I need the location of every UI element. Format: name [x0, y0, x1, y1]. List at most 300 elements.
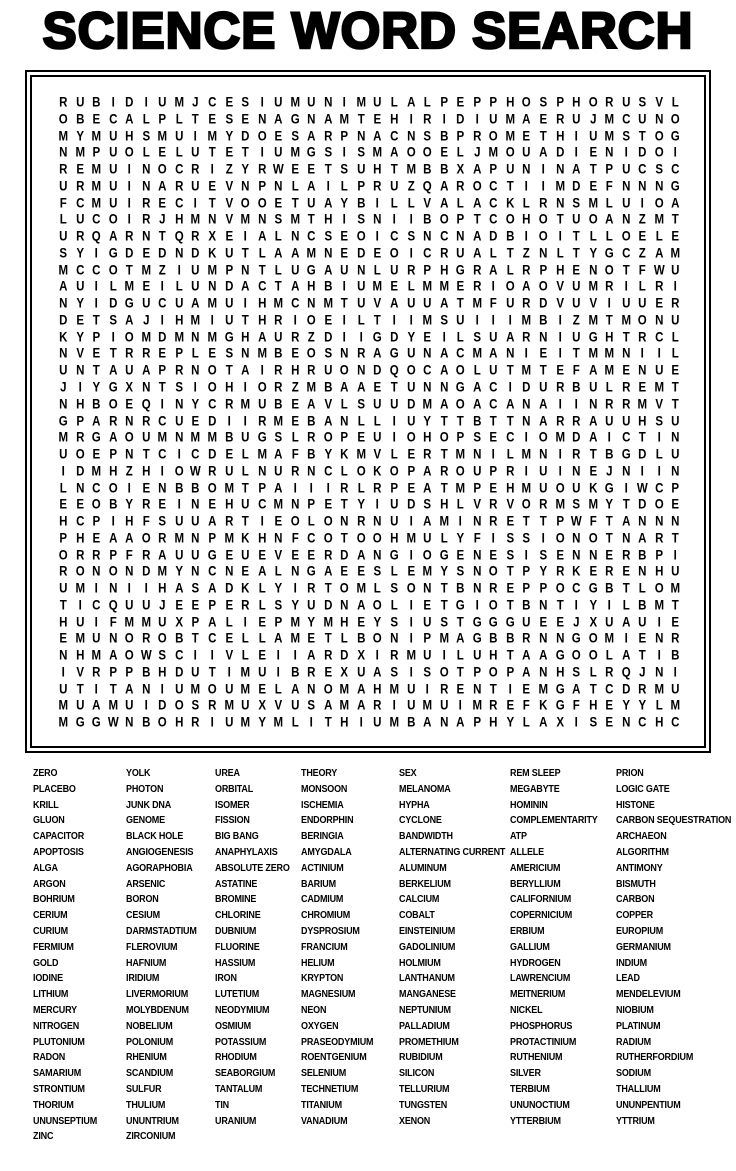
grid-letter: B: [108, 496, 118, 512]
grid-letter: G: [555, 681, 565, 697]
word-list-item: URANIUM: [215, 1115, 257, 1127]
grid-letter: A: [158, 547, 167, 563]
word-list-item: MENDELEVIUM: [616, 989, 681, 1001]
grid-letter: L: [556, 245, 564, 261]
grid-letter: U: [125, 362, 134, 378]
grid-letter: M: [273, 714, 284, 730]
word-list-item: RHODIUM: [215, 1052, 257, 1064]
grid-letter: J: [606, 463, 613, 479]
page-title: SCIENCE WORD SEARCH: [42, 2, 694, 59]
grid-letter: E: [539, 614, 548, 630]
grid-letter: E: [224, 630, 233, 647]
grid-letter: M: [588, 496, 598, 512]
grid-letter: A: [274, 111, 283, 127]
grid-letter: I: [657, 345, 661, 362]
grid-letter: L: [457, 195, 465, 211]
grid-letter: R: [472, 262, 482, 278]
grid-letter: P: [671, 480, 680, 496]
grid-letter: N: [158, 480, 167, 496]
grid-letter: A: [472, 379, 482, 395]
grid-letter: T: [341, 530, 349, 546]
grid-letter: A: [472, 228, 482, 244]
grid-letter: D: [522, 379, 531, 395]
grid-letter: S: [572, 496, 581, 512]
word-list-item: ARCHAEON: [616, 831, 667, 843]
word-list-item: LANTHANUM: [399, 973, 455, 985]
grid-letter: H: [75, 530, 84, 546]
grid-letter: I: [243, 614, 247, 630]
grid-letter: L: [374, 413, 382, 429]
grid-letter: H: [439, 262, 449, 278]
grid-letter: I: [227, 664, 231, 680]
grid-letter: M: [654, 211, 664, 227]
grid-letter: N: [92, 563, 101, 580]
grid-letter: W: [273, 161, 284, 177]
grid-letter: N: [59, 647, 68, 663]
grid-letter: X: [125, 379, 134, 395]
grid-letter: L: [423, 94, 431, 110]
grid-letter: O: [422, 144, 432, 160]
grid-letter: O: [505, 144, 515, 160]
grid-letter: U: [489, 362, 498, 378]
grid-letter: T: [639, 128, 647, 144]
grid-letter: E: [556, 362, 564, 378]
grid-letter: P: [125, 664, 134, 680]
grid-letter: A: [522, 647, 531, 663]
grid-letter: A: [257, 563, 267, 580]
grid-letter: A: [307, 647, 316, 663]
grid-letter: Y: [324, 446, 332, 462]
grid-letter: S: [572, 664, 581, 680]
word-list-item: ANTIMONY: [616, 862, 663, 874]
grid-letter: H: [555, 664, 564, 680]
grid-letter: A: [340, 379, 349, 395]
grid-letter: M: [157, 128, 168, 144]
word-list-item: SEABORGIUM: [215, 1068, 276, 1080]
grid-letter: T: [109, 345, 117, 362]
grid-letter: U: [274, 94, 283, 110]
grid-letter: N: [357, 362, 366, 378]
grid-letter: G: [439, 547, 449, 563]
word-list-item: COBALT: [399, 910, 435, 922]
grid-letter: I: [376, 195, 380, 211]
word-list-column: [510, 766, 607, 1129]
grid-letter: E: [75, 496, 84, 512]
grid-letter: R: [655, 530, 664, 546]
grid-letter: A: [323, 195, 333, 211]
grid-letter: U: [572, 111, 581, 127]
grid-letter: T: [457, 295, 465, 311]
grid-letter: E: [671, 228, 680, 244]
grid-letter: E: [224, 228, 233, 244]
grid-letter: I: [127, 580, 132, 596]
word-list: [0, 766, 736, 1156]
grid-letter: B: [191, 480, 200, 496]
grid-letter: T: [92, 312, 100, 328]
word-list-item: BERYLLIUM: [510, 878, 561, 890]
grid-letter: P: [258, 178, 266, 194]
grid-letter: R: [340, 480, 349, 496]
grid-letter: M: [488, 144, 499, 160]
grid-letter: R: [75, 178, 84, 194]
word-list-item: HYDROGEN: [510, 957, 561, 969]
grid-letter: E: [274, 195, 283, 211]
grid-letter: U: [638, 614, 647, 630]
grid-letter: H: [489, 647, 498, 663]
grid-letter: C: [158, 413, 167, 429]
grid-letter: B: [456, 580, 465, 596]
word-list-item: POTASSIUM: [215, 1036, 267, 1048]
grid-letter: O: [108, 396, 118, 412]
word-list-item: SAMARIUM: [33, 1068, 82, 1080]
grid-letter: L: [672, 329, 680, 345]
grid-letter: U: [274, 144, 283, 160]
word-list-item: BOHRIUM: [33, 894, 75, 906]
grid-letter: S: [539, 94, 548, 110]
grid-letter: U: [588, 128, 598, 144]
grid-letter: R: [158, 530, 167, 546]
grid-letter: E: [324, 496, 332, 512]
grid-letter: H: [390, 530, 399, 546]
grid-letter: I: [657, 647, 661, 663]
grid-letter: M: [670, 245, 681, 261]
word-list-item: YTTRIUM: [616, 1115, 655, 1127]
grid-letter: I: [160, 681, 165, 697]
grid-letter: T: [556, 211, 564, 227]
grid-letter: L: [308, 513, 316, 529]
grid-letter: S: [59, 245, 68, 261]
grid-letter: W: [637, 480, 649, 496]
grid-letter: N: [307, 111, 316, 127]
grid-letter: H: [224, 379, 233, 395]
grid-letter: Y: [258, 714, 266, 730]
grid-letter: R: [59, 563, 68, 580]
word-list-item: ALLELE: [510, 846, 544, 858]
grid-letter: E: [357, 429, 366, 445]
grid-letter: A: [539, 647, 548, 663]
grid-letter: R: [75, 547, 84, 563]
grid-letter: I: [657, 429, 661, 445]
grid-letter: U: [191, 664, 200, 680]
grid-letter: U: [423, 295, 432, 311]
grid-letter: V: [589, 295, 597, 311]
word-list-item: PLATINUM: [616, 1020, 661, 1032]
grid-letter: M: [654, 379, 664, 395]
grid-letter: S: [324, 144, 332, 160]
word-list-item: ACTINIUM: [301, 862, 344, 874]
grid-letter: V: [224, 211, 233, 227]
grid-letter: N: [439, 379, 449, 395]
grid-letter: I: [94, 580, 98, 596]
grid-letter: R: [522, 295, 531, 311]
grid-letter: A: [423, 480, 432, 496]
word-list-item: MOLYBDENUM: [126, 1004, 189, 1016]
grid-letter: U: [671, 413, 680, 429]
grid-letter: T: [589, 161, 597, 177]
grid-letter: N: [241, 262, 250, 278]
grid-letter: B: [141, 714, 151, 730]
grid-letter: O: [307, 312, 317, 328]
grid-letter: I: [541, 161, 545, 177]
grid-letter: I: [475, 111, 479, 127]
grid-letter: S: [423, 664, 432, 680]
grid-letter: C: [92, 597, 101, 613]
grid-letter: I: [657, 463, 661, 479]
grid-letter: N: [59, 144, 68, 160]
grid-letter: S: [522, 530, 531, 546]
grid-letter: E: [340, 245, 349, 261]
grid-letter: M: [240, 664, 251, 680]
word-list-item: RUBIDIUM: [399, 1052, 443, 1064]
grid-letter: I: [61, 664, 65, 680]
grid-letter: K: [539, 698, 548, 714]
word-list-item: HOMININ: [510, 799, 548, 811]
grid-letter: I: [293, 647, 297, 663]
grid-letter: T: [605, 312, 614, 328]
grid-letter: P: [92, 144, 101, 160]
grid-letter: N: [141, 228, 151, 244]
grid-letter: O: [290, 513, 300, 529]
grid-letter: T: [159, 379, 167, 395]
grid-letter: R: [671, 630, 680, 647]
grid-letter: I: [144, 580, 148, 596]
grid-letter: T: [506, 597, 514, 613]
grid-letter: E: [142, 245, 150, 261]
grid-letter: A: [191, 295, 200, 311]
grid-letter: M: [290, 211, 300, 227]
grid-letter: U: [439, 698, 449, 714]
grid-letter: O: [555, 580, 565, 596]
grid-letter: Y: [605, 496, 614, 512]
grid-letter: A: [439, 178, 449, 194]
grid-letter: A: [357, 681, 366, 697]
grid-letter: U: [406, 681, 416, 697]
grid-letter: M: [439, 513, 449, 529]
grid-letter: N: [539, 245, 548, 261]
grid-letter: U: [373, 94, 382, 110]
word-list-item: PHOSPHORUS: [510, 1020, 573, 1032]
grid-letter: T: [506, 362, 514, 378]
grid-letter: I: [640, 195, 645, 211]
grid-letter: O: [555, 480, 565, 496]
word-list-item: COPPER: [616, 910, 653, 922]
grid-letter: S: [324, 228, 332, 244]
word-list-item: FISSION: [215, 815, 250, 827]
word-list-item: ZIRCONIUM: [126, 1131, 176, 1143]
grid-letter: U: [605, 614, 614, 630]
grid-letter: U: [638, 111, 647, 127]
grid-letter: K: [373, 463, 382, 479]
grid-letter: O: [538, 228, 548, 244]
grid-letter: N: [357, 262, 366, 278]
grid-letter: A: [638, 530, 647, 546]
word-list-column: [301, 766, 381, 1129]
grid-letter: E: [274, 513, 283, 529]
grid-letter: E: [92, 345, 101, 362]
word-list-item: APOPTOSIS: [33, 846, 84, 858]
grid-letter: V: [373, 446, 382, 462]
grid-letter: H: [323, 211, 333, 227]
grid-letter: U: [59, 228, 68, 244]
grid-letter: U: [638, 295, 647, 311]
grid-letter: E: [208, 345, 217, 362]
word-list-item: VANADIUM: [301, 1115, 348, 1127]
grid-letter: F: [490, 295, 498, 311]
grid-letter: N: [555, 630, 564, 647]
grid-letter: C: [191, 446, 200, 462]
grid-letter: C: [158, 446, 167, 462]
grid-letter: N: [506, 345, 515, 362]
grid-letter: I: [111, 513, 115, 529]
grid-letter: X: [175, 614, 183, 630]
grid-letter: T: [506, 563, 514, 580]
grid-letter: H: [75, 647, 84, 663]
grid-letter: J: [589, 111, 597, 127]
grid-letter: P: [158, 111, 167, 127]
grid-letter: I: [343, 329, 347, 345]
grid-letter: T: [473, 211, 481, 227]
grid-letter: O: [108, 480, 118, 496]
grid-letter: M: [406, 647, 416, 663]
grid-letter: I: [210, 647, 214, 663]
grid-letter: N: [59, 396, 68, 412]
grid-letter: K: [208, 245, 217, 261]
grid-letter: M: [670, 580, 681, 596]
word-list-item: CHLORINE: [215, 910, 261, 922]
grid-letter: M: [372, 144, 383, 160]
grid-letter: M: [240, 681, 251, 697]
grid-letter: M: [290, 144, 300, 160]
word-list-item: FRANCIUM: [301, 941, 348, 953]
grid-letter: R: [141, 345, 151, 362]
grid-letter: O: [654, 128, 664, 144]
grid-letter: C: [92, 211, 101, 227]
grid-letter: S: [589, 714, 597, 730]
grid-letter: U: [108, 195, 118, 211]
grid-letter: E: [258, 681, 266, 697]
grid-letter: K: [506, 195, 515, 211]
grid-letter: D: [224, 278, 233, 295]
grid-letter: V: [324, 396, 332, 412]
grid-letter: A: [241, 362, 250, 378]
grid-letter: E: [274, 128, 283, 144]
grid-letter: N: [108, 630, 118, 647]
word-list-item: AMERICIUM: [510, 862, 561, 874]
grid-letter: Z: [572, 312, 580, 328]
grid-letter: I: [94, 245, 98, 261]
grid-letter: U: [125, 698, 134, 714]
grid-letter: U: [671, 446, 680, 462]
grid-letter: M: [472, 698, 482, 714]
grid-letter: G: [505, 614, 515, 630]
grid-letter: T: [390, 161, 398, 177]
grid-letter: U: [671, 563, 680, 580]
grid-letter: N: [75, 362, 84, 378]
grid-letter: S: [158, 647, 167, 663]
grid-letter: G: [58, 413, 68, 429]
grid-letter: S: [440, 614, 448, 630]
grid-letter: O: [456, 463, 466, 479]
grid-letter: M: [207, 429, 218, 445]
grid-letter: P: [92, 329, 101, 345]
grid-letter: P: [556, 94, 564, 110]
grid-letter: E: [622, 563, 630, 580]
grid-letter: N: [59, 295, 68, 311]
grid-letter: N: [340, 345, 349, 362]
grid-letter: C: [489, 178, 498, 194]
grid-letter: N: [274, 530, 283, 546]
grid-letter: T: [241, 245, 249, 261]
grid-letter: E: [158, 496, 167, 512]
grid-letter: H: [125, 513, 134, 529]
grid-letter: R: [605, 563, 614, 580]
grid-letter: A: [539, 144, 548, 160]
grid-letter: U: [224, 714, 233, 730]
grid-letter: N: [290, 228, 300, 244]
grid-letter: S: [655, 413, 663, 429]
grid-letter: C: [108, 111, 118, 127]
grid-letter: E: [307, 630, 316, 647]
grid-letter: E: [440, 144, 448, 160]
grid-letter: Q: [108, 597, 118, 613]
grid-letter: E: [291, 547, 299, 563]
grid-letter: O: [307, 345, 317, 362]
grid-letter: F: [59, 195, 67, 211]
grid-letter: G: [389, 547, 399, 563]
grid-letter: U: [588, 379, 598, 395]
grid-letter: S: [390, 614, 399, 630]
grid-letter: D: [323, 329, 333, 345]
grid-letter: R: [208, 463, 217, 479]
grid-letter: U: [307, 94, 316, 110]
grid-letter: O: [456, 362, 466, 378]
grid-letter: E: [456, 94, 465, 110]
grid-letter: N: [141, 379, 151, 395]
grid-letter: R: [290, 463, 300, 479]
grid-letter: A: [323, 262, 333, 278]
grid-letter: L: [457, 329, 465, 345]
grid-letter: F: [589, 513, 597, 529]
grid-letter: T: [274, 278, 282, 295]
grid-letter: M: [273, 295, 284, 311]
grid-letter: E: [75, 312, 84, 328]
grid-letter: O: [373, 597, 383, 613]
grid-letter: I: [309, 480, 314, 496]
grid-letter: D: [158, 329, 167, 345]
word-list-item: GOLD: [33, 957, 59, 969]
grid-letter: E: [638, 630, 647, 647]
grid-letter: M: [604, 362, 615, 378]
grid-letter: U: [605, 413, 614, 429]
word-list-column: [215, 766, 298, 1129]
grid-letter: U: [506, 161, 515, 177]
grid-letter: T: [622, 496, 630, 512]
grid-letter: O: [340, 580, 350, 596]
grid-letter: C: [92, 262, 101, 278]
word-list-item: YTTERBIUM: [510, 1115, 561, 1127]
grid-letter: R: [307, 429, 316, 445]
grid-letter: R: [141, 496, 151, 512]
grid-letter: T: [125, 262, 133, 278]
grid-letter: L: [175, 278, 183, 295]
grid-letter: R: [489, 496, 498, 512]
grid-letter: E: [456, 278, 465, 295]
grid-letter: H: [555, 128, 564, 144]
grid-letter: U: [472, 463, 482, 479]
grid-letter: N: [323, 245, 333, 261]
grid-letter: C: [489, 195, 498, 211]
grid-letter: M: [290, 630, 300, 647]
